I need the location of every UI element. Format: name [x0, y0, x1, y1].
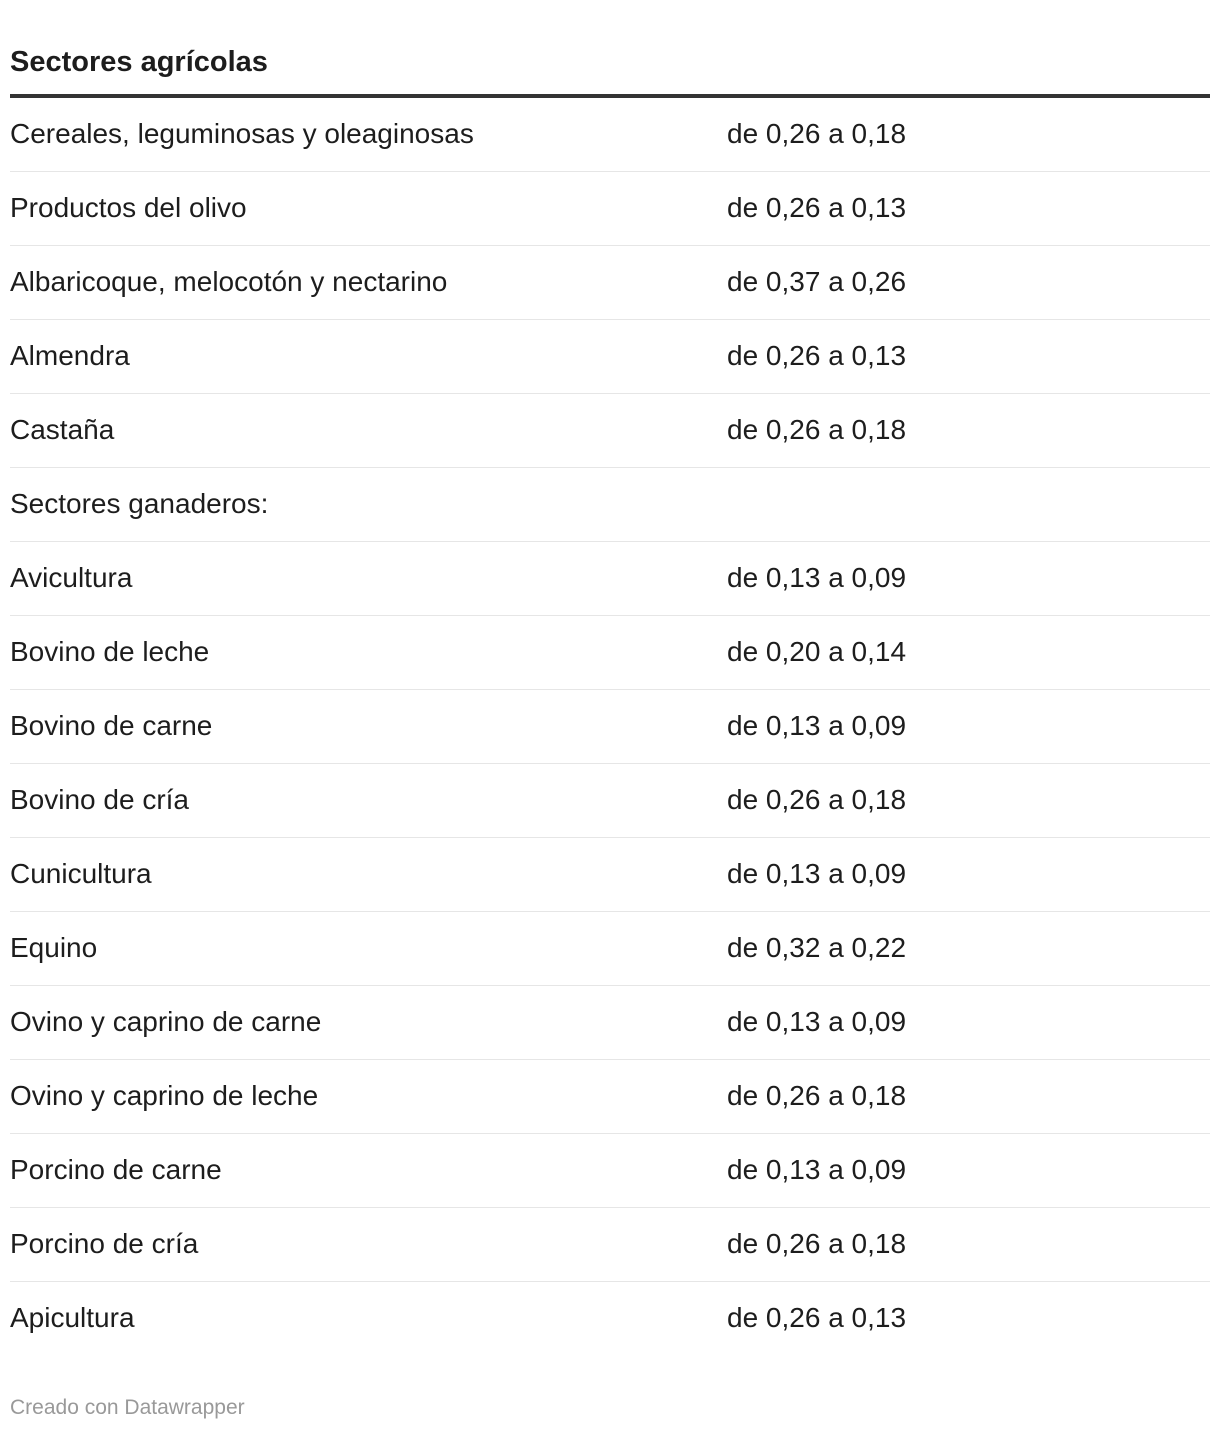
sector-cell: Bovino de carne	[10, 710, 213, 741]
table-row	[10, 394, 1210, 468]
range-cell: de 0,26 a 0,18	[727, 118, 907, 149]
range-cell: de 0,26 a 0,18	[727, 1080, 907, 1111]
range-cell: de 0,26 a 0,18	[727, 1228, 907, 1259]
table-row	[10, 1060, 1210, 1134]
range-cell: de 0,37 a 0,26	[727, 266, 907, 297]
table-row	[10, 838, 1210, 912]
range-cell: de 0,13 a 0,09	[727, 1006, 907, 1037]
sector-cell: Equino	[10, 932, 98, 963]
table-row	[10, 246, 1210, 320]
sector-cell: Porcino de carne	[10, 1154, 222, 1185]
column-header-sector: Sectores agrícolas	[10, 46, 268, 78]
table-body	[10, 98, 1210, 1356]
table-row	[10, 764, 1210, 838]
table-row	[10, 1208, 1210, 1282]
sector-cell: Avicultura	[10, 562, 133, 593]
table-row	[10, 320, 1210, 394]
sector-cell: Cereales, leguminosas y oleaginosas	[10, 118, 474, 149]
sector-cell: Castaña	[10, 414, 115, 445]
data-table	[10, 30, 1210, 1356]
range-cell: de 0,26 a 0,13	[727, 192, 907, 223]
range-cell: de 0,13 a 0,09	[727, 858, 907, 889]
range-cell: de 0,26 a 0,13	[727, 340, 907, 371]
table-row	[10, 616, 1210, 690]
range-cell: de 0,13 a 0,09	[727, 710, 907, 741]
sector-cell: Cunicultura	[10, 858, 152, 889]
table-row	[10, 542, 1210, 616]
table-row	[10, 690, 1210, 764]
range-cell: de 0,32 a 0,22	[727, 932, 907, 963]
table-row	[10, 172, 1210, 246]
range-cell: de 0,13 a 0,09	[727, 1154, 907, 1185]
table-row	[10, 468, 1210, 542]
table-row	[10, 1134, 1210, 1208]
sector-cell: Productos del olivo	[10, 192, 247, 223]
sector-cell: Sectores ganaderos:	[10, 488, 269, 519]
sector-cell: Bovino de leche	[10, 636, 210, 667]
range-cell: de 0,26 a 0,18	[727, 414, 907, 445]
range-cell: de 0,26 a 0,13	[727, 1302, 907, 1333]
table-row	[10, 1282, 1210, 1356]
sector-cell: Porcino de cría	[10, 1228, 199, 1259]
sector-cell: Almendra	[10, 340, 130, 371]
table-row	[10, 986, 1210, 1060]
table-row	[10, 912, 1210, 986]
table-row	[10, 98, 1210, 172]
range-cell: de 0,13 a 0,09	[727, 562, 907, 593]
range-cell: de 0,20 a 0,14	[727, 636, 907, 667]
sector-cell: Ovino y caprino de leche	[10, 1080, 319, 1111]
sector-cell: Ovino y caprino de carne	[10, 1006, 322, 1037]
table-header	[10, 30, 1210, 98]
sector-cell: Bovino de cría	[10, 784, 189, 815]
range-cell: de 0,26 a 0,18	[727, 784, 907, 815]
sector-cell: Albaricoque, melocotón y nectarino	[10, 266, 448, 297]
footer-credit[interactable]: Creado con Datawrapper	[10, 1396, 245, 1419]
sector-cell: Apicultura	[10, 1302, 135, 1333]
